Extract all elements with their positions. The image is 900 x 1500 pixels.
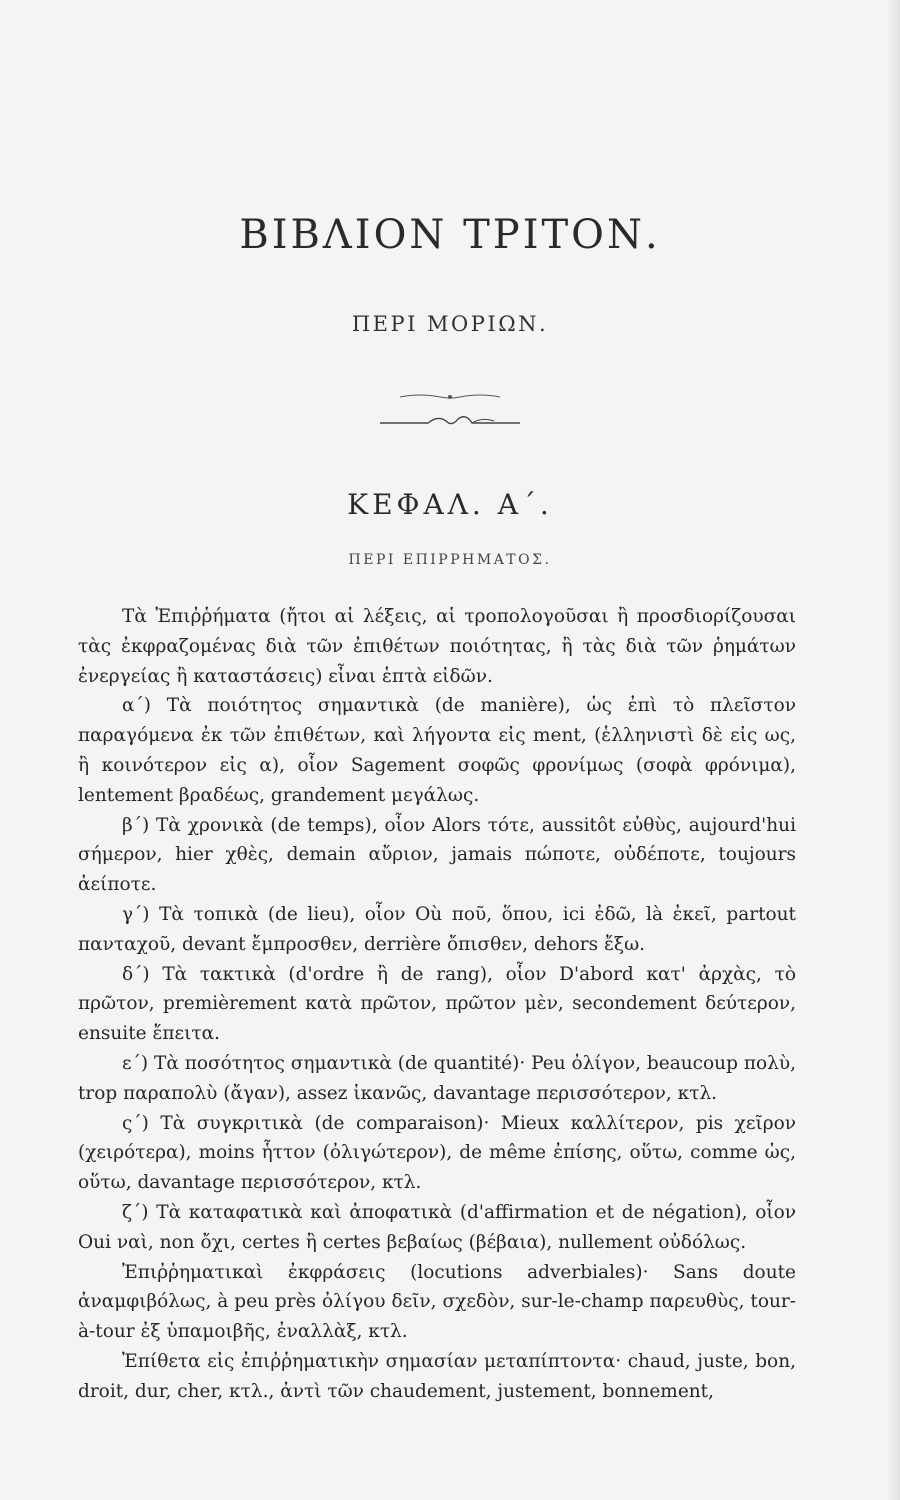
paragraph-locutions: Ἐπιῤῥηματικαὶ ἐκφράσεις (locutions adverbiales)· Sans doute ἀναμφιβόλως, à peu près ὀλίγου δεῖν, σχεδὸν, sur-le-champ παρευθὺς, tour-à-tour ἐξ ὑπαμοιβῆς, ἐναλλὰξ, κτλ. [78,1261,796,1343]
paragraph-stigma: ς΄) Τὰ συγκριτικὰ (de comparaison)· Mieux καλλίτερον, pis χεῖρον (χειρότερα), moins ἧττον (ὀλιγώτερον), de même ἐπίσης, οὕτω, comme ὡς, οὕτω, davantage περισσότερον, κτλ. [78,1112,796,1194]
book-subtitle: ΠΕΡΙ ΜΟΡΙΩΝ. [351,312,549,336]
paragraph-alpha: α΄) Τὰ ποιότητος σημαντικὰ (de manière), ὡς ἐπὶ τὸ πλεῖστον παραγόμενα ἐκ τῶν ἐπιθέτων, καὶ λήγοντα εἰς ment, (ἑλληνιστὶ δὲ εἰς ως, ἢ κοινότερον εἰς α), οἷον Sagement σοφῶς φρονίμως (σοφὰ φρόνιμα), lentement βραδέως, grandement μεγάλως. [78,695,796,806]
paragraph-gamma: γ΄) Τὰ τοπικὰ (de lieu), οἷον Où ποῦ, ὅπου, ici ἐδῶ, là ἐκεῖ, partout πανταχοῦ, devant ἔμπροσθεν, derrière ὄπισθεν, dehors ἔξω. [78,903,796,955]
chapter-subtitle: ΠΕΡΙ ΕΠΙΡΡΗΜΑΤΟΣ. [348,552,552,568]
page-edge-shadow [886,0,900,1500]
paragraph-intro: Τὰ Ἐπιῤῥήματα (ἤτοι αἱ λέξεις, αἱ τροπολογοῦσαι ἢ προσδιορίζουσαι τὰς ἐκφραζομένας διὰ τῶν ἐπιθέτων ποιότητας, ἢ τὰς διὰ τῶν ῥημάτων ἐνεργείας ἢ καταστάσεις) εἶναι ἑπτὰ εἰδῶν. [78,606,796,687]
chapter-heading: ΚΕΦΑΛ. Α΄. [347,488,553,521]
paragraph-delta: δ΄) Τὰ τακτικὰ (d'ordre ἢ de rang), οἷον D'abord κατ' ἀρχὰς, τὸ πρῶτον, premièrement κατὰ πρῶτον, πρῶτον μὲν, secondement δεύτερον, ensuite ἔπειτα. [78,963,796,1045]
paragraph-epsilon: ε΄) Τὰ ποσότητος σημαντικὰ (de quantité)· Peu ὀλίγον, beaucoup πολὺ, trop παραπολὺ (ἄγαν), assez ἱκανῶς, davantage περισσότερον, κτλ. [78,1052,796,1104]
book-title: ΒΙΒΛΙΟΝ ΤΡΙΤΟΝ. [239,212,661,258]
body-text [78,602,796,1407]
paragraph-adjectives: Ἐπίθετα εἰς ἐπιῤῥηματικὴν σημασίαν μεταπίπτοντα· chaud, juste, bon, droit, dur, cher, κτλ., ἀντὶ τῶν chaudement, justement, bonnement, [78,1350,796,1402]
paragraph-beta: β΄) Τὰ χρονικὰ (de temps), οἷον Alors τότε, aussitôt εὐθὺς, aujourd'hui σήμερον, hier χθὲς, demain αὔριον, jamais πώποτε, οὐδέποτε, toujours ἀείποτε. [78,814,796,896]
decorative-flourish-icon [360,385,540,435]
paragraph-zeta: ζ΄) Τὰ καταφατικὰ καὶ ἀποφατικὰ (d'affirmation et de négation), οἷον Oui ναὶ, non ὄχι, certes ἢ certes βεβαίως (βέβαια), nullement οὐδόλως. [78,1201,796,1253]
